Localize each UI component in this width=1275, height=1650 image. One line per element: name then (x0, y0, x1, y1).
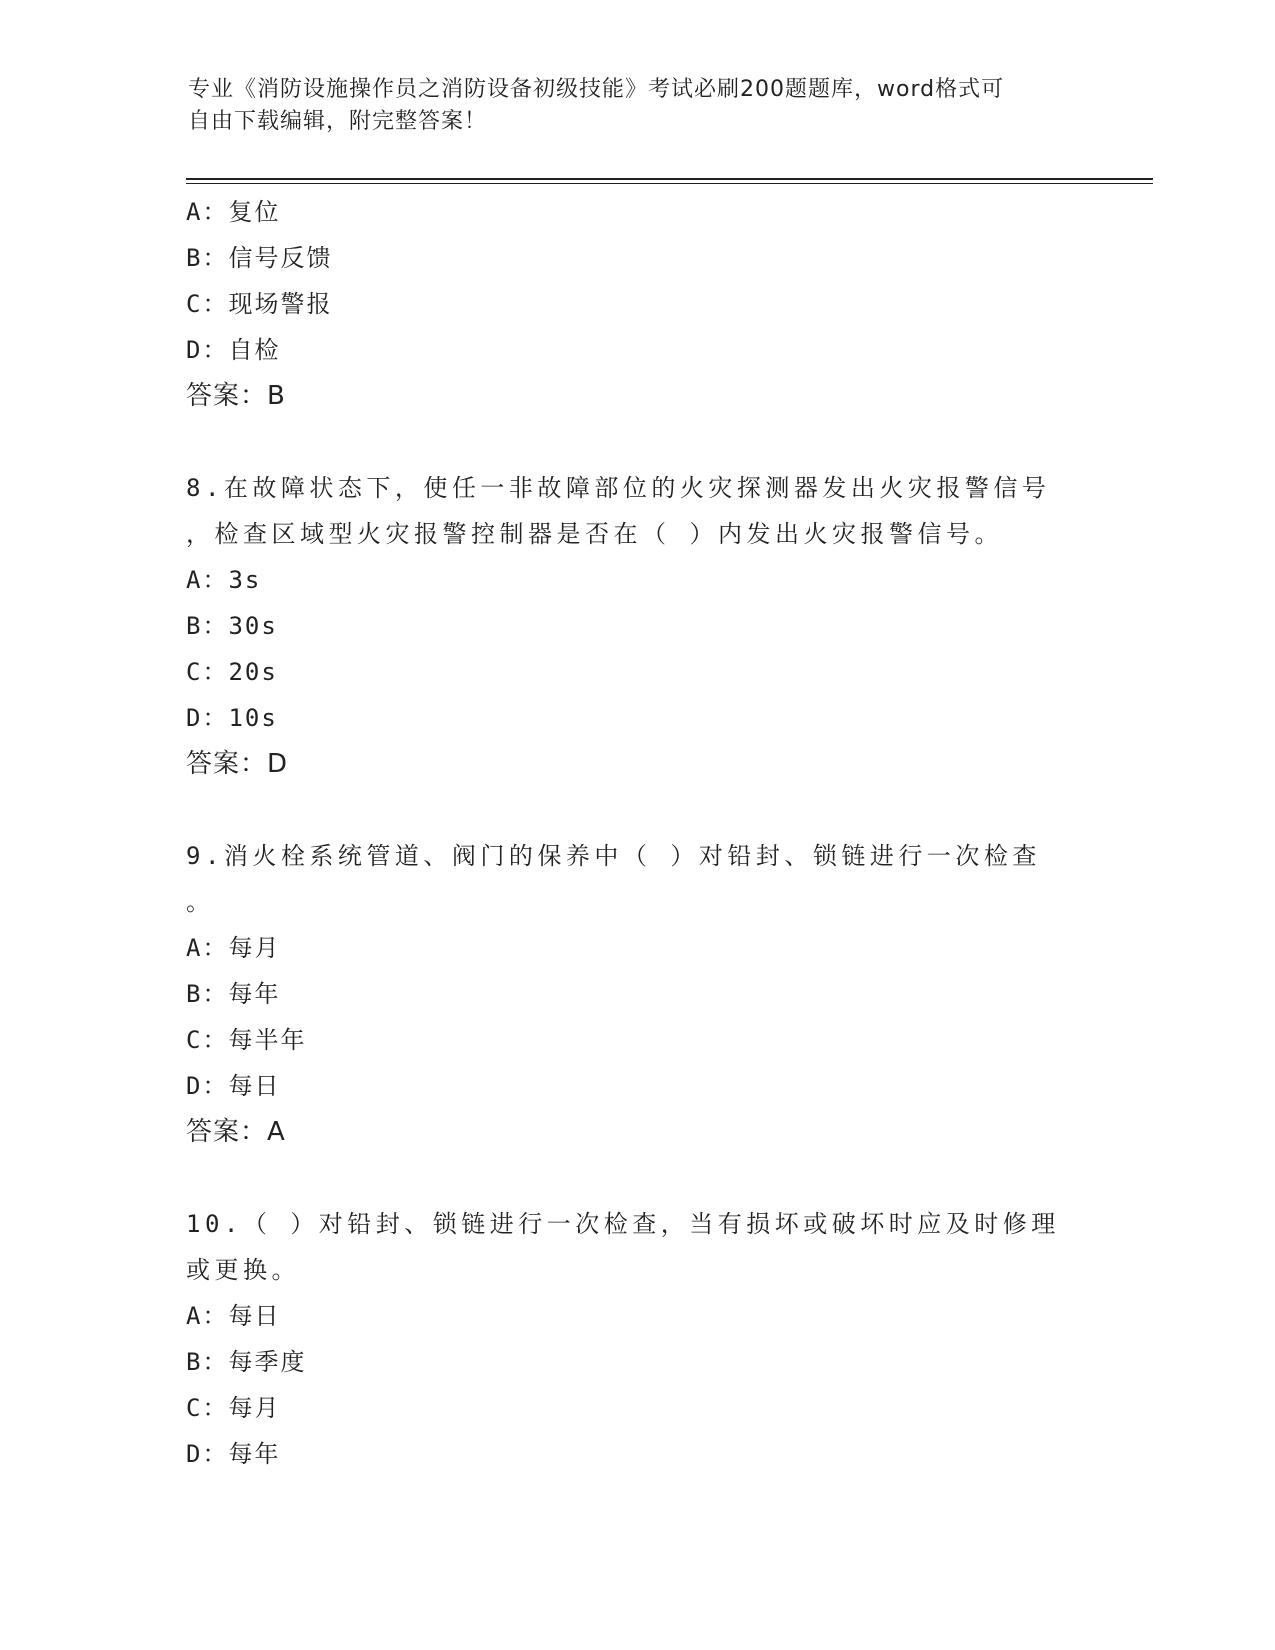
option-b: B：30s (186, 612, 278, 640)
option-d: D：10s (186, 704, 278, 732)
question-stem-line-1: 10.（ ）对铅封、锁链进行一次检查，当有损坏或破坏时应及时修理 (186, 1210, 1060, 1238)
answer-line: 答案：B (186, 381, 286, 411)
option-a: A：复位 (186, 198, 281, 226)
option-b: B：每季度 (186, 1348, 307, 1376)
option-c: C：每半年 (186, 1026, 307, 1054)
document-header (188, 74, 1088, 138)
answer-line: 答案：D (186, 749, 289, 779)
option-c: C：现场警报 (186, 290, 333, 318)
header-divider-thick (186, 178, 1153, 180)
spacer (186, 787, 1086, 833)
question-stem-line-1: 9.消火栓系统管道、阀门的保养中（ ）对铅封、锁链进行一次检查 (186, 842, 1041, 870)
option-d: D：每年 (186, 1440, 281, 1468)
option-a: A：每日 (186, 1302, 281, 1330)
question-list (186, 189, 1086, 1477)
option-b: B：信号反馈 (186, 244, 333, 272)
header-line-2: 自由下载编辑，附完整答案！ (188, 109, 488, 134)
answer-line: 答案：A (186, 1117, 286, 1147)
option-a: A：3s (186, 566, 262, 594)
question-block-7 (186, 189, 1086, 419)
option-c: C：每月 (186, 1394, 281, 1422)
question-stem-line-1: 8.在故障状态下，使任一非故障部位的火灾探测器发出火灾报警信号 (186, 474, 1051, 502)
question-block-9 (186, 833, 1086, 1155)
question-stem-line-2: 。 (186, 888, 215, 916)
header-divider-thin (186, 183, 1153, 184)
question-block-8 (186, 465, 1086, 787)
option-d: D：每日 (186, 1072, 281, 1100)
option-c: C：20s (186, 658, 278, 686)
option-d: D：自检 (186, 336, 281, 364)
question-stem-line-2: ，检查区域型火灾报警控制器是否在（ ）内发出火灾报警信号。 (186, 520, 1003, 548)
option-a: A：每月 (186, 934, 281, 962)
spacer (186, 1155, 1086, 1201)
question-block-10 (186, 1201, 1086, 1477)
header-line-1: 专业《消防设施操作员之消防设备初级技能》考试必刷200题题库，word格式可 (188, 77, 1005, 102)
spacer (186, 419, 1086, 465)
option-b: B：每年 (186, 980, 281, 1008)
question-stem-line-2: 或更换。 (186, 1256, 300, 1284)
